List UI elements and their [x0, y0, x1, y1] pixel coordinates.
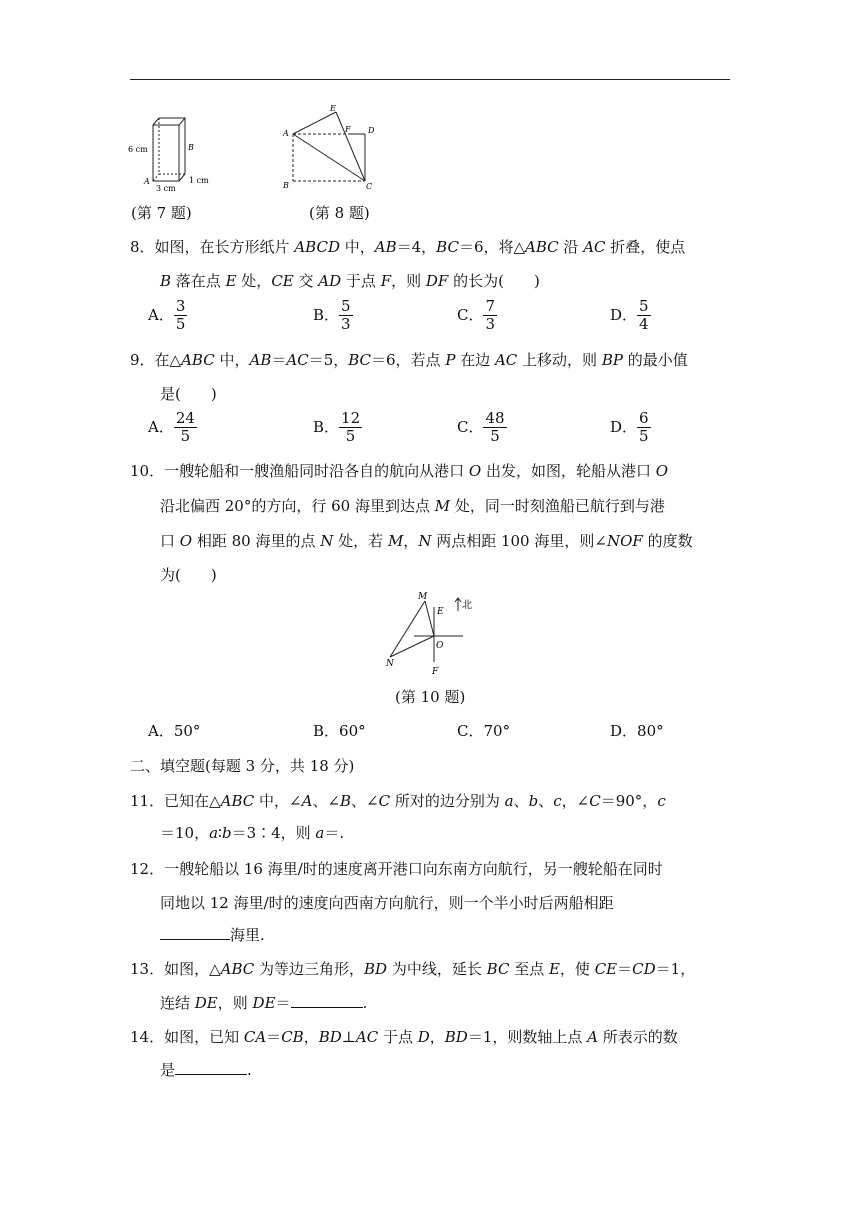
q12-line-1: 12．一艘轮船以 16 海里/时的速度离开港口向东南方向航行，另一艘轮船在同时 [130, 860, 663, 878]
fig7-label-B: B [188, 143, 194, 152]
fig8-label-F: F [345, 125, 351, 134]
q13-answer-blank[interactable] [291, 1007, 363, 1008]
fig7-label-A: A [144, 177, 150, 186]
q8-line-1: 8．如图，在长方形纸片 ABCD 中，AB＝4，BC＝6，将△ABC 沿 AC 折叠，使点 [130, 238, 686, 256]
fig8-label-C: C [366, 182, 373, 191]
q13-line-2: 连结 DE，则 DE＝ . [160, 994, 368, 1012]
q11-line-2: ＝10，a∶b＝3∶4，则 a＝. [160, 824, 345, 842]
fig7-label-3cm: 3 cm [156, 184, 176, 193]
section-2-heading: 二、填空题(每题 3 分，共 18 分) [130, 757, 355, 775]
q9-line-2: 是( ) [160, 385, 217, 403]
fig8-label-A: A [283, 129, 289, 138]
fig8-label-E: E [330, 104, 336, 113]
q10-option-a[interactable]: A．50° [148, 722, 201, 740]
q9-option-a[interactable]: A． $\frac{24}{5}$ [148, 409, 195, 446]
q9-option-b[interactable]: B． $\frac{12}{5}$ [313, 409, 361, 446]
q14-line-2: 是 . [160, 1061, 252, 1079]
fig7-label-6cm: 6 cm [128, 145, 148, 154]
q8-option-d[interactable]: D． $\frac{5}{4}$ [610, 297, 649, 334]
q9-line-1: 9．在△ABC 中，AB＝AC＝5，BC＝6，若点 P 在边 AC 上移动，则 BP 的最小值 [130, 351, 688, 369]
q8-option-a[interactable]: A． $\frac{3}{5}$ [148, 297, 186, 334]
figure-10-caption: (第 10 题) [395, 688, 466, 706]
q9-option-c[interactable]: C． $\frac{48}{5}$ [457, 409, 505, 446]
fig10-label-M: M [418, 592, 428, 602]
fig10-label-north: 北 [462, 600, 472, 611]
q8-option-b[interactable]: B． $\frac{5}{3}$ [313, 297, 351, 334]
fig10-label-N: N [386, 659, 394, 669]
fig10-label-F: F [432, 667, 439, 677]
header-rule [130, 79, 730, 80]
fig8-label-B: B [283, 181, 289, 190]
q10-option-c[interactable]: C．70° [457, 722, 511, 740]
fig10-label-O: O [436, 641, 444, 651]
q8-line-2: B 落在点 E 处，CE 交 AD 于点 F，则 DF 的长为( ) [160, 272, 540, 290]
q10-line-1: 10．一艘轮船和一艘渔船同时沿各自的航向从港口 O 出发，如图，轮船从港口 O [130, 462, 669, 480]
figure-10-compass [380, 587, 480, 679]
q12-answer-blank[interactable] [160, 939, 230, 940]
q14-answer-blank[interactable] [175, 1074, 247, 1075]
q8-option-c[interactable]: C． $\frac{7}{3}$ [457, 297, 496, 334]
q12-line-2: 同地以 12 海里/时的速度向西南方向航行，则一个半小时后两船相距 [160, 894, 614, 912]
figure-8-folded-rectangle [278, 102, 382, 194]
q12-line-3: 海里. [160, 924, 265, 945]
figure-8-caption: (第 8 题) [309, 204, 370, 222]
q9-option-d[interactable]: D． $\frac{6}{5}$ [610, 409, 649, 446]
fig10-label-E: E [437, 607, 444, 617]
figure-7-caption: (第 7 题) [131, 204, 192, 222]
fig7-label-1cm: 1 cm [189, 176, 209, 185]
fig8-label-D: D [368, 126, 375, 135]
figure-7-prism [126, 112, 214, 194]
q10-option-b[interactable]: B．60° [313, 722, 366, 740]
q10-line-4: 为( ) [160, 566, 217, 584]
q10-line-2: 沿北偏西 20°的方向，行 60 海里到达点 M 处，同一时刻渔船已航行到与港 [160, 497, 665, 515]
q14-line-1: 14．如图，已知 CA＝CB，BD⊥AC 于点 D，BD＝1，则数轴上点 A 所表示的数 [130, 1028, 678, 1046]
q13-line-1: 13．如图，△ABC 为等边三角形，BD 为中线，延长 BC 至点 E，使 CE＝CD＝1， [130, 960, 696, 978]
q11-line-1: 11．已知在△ABC 中，∠A、∠B、∠C 所对的边分别为 a、b、c，∠C＝90°，c [130, 792, 666, 810]
q10-line-3: 口 O 相距 80 海里的点 N 处，若 M，N 两点相距 100 海里，则∠NOF 的度数 [160, 532, 693, 550]
q10-option-d[interactable]: D．80° [610, 722, 664, 740]
